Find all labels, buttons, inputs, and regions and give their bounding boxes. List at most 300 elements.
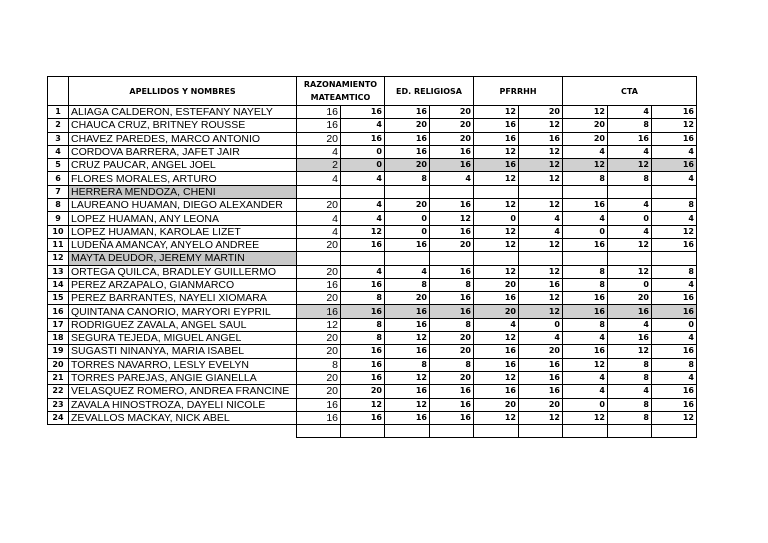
grade-cell: 4	[563, 212, 608, 225]
grade-cell: 16	[608, 132, 652, 145]
grade-cell: 12	[474, 332, 519, 345]
grade-cell: 20	[430, 371, 474, 384]
student-name: SEGURA TEJEDA, MIGUEL ANGEL	[69, 332, 297, 345]
grade-cell: 12	[563, 411, 608, 424]
header-religiosa: ED. RELIGIOSA	[385, 77, 474, 106]
grade-cell: 12	[474, 145, 519, 158]
grade-cell: 4	[608, 318, 652, 331]
grade-cell: 20	[297, 345, 341, 358]
grade-cell: 12	[519, 238, 563, 251]
grade-cell: 16	[297, 106, 341, 119]
student-row	[48, 278, 697, 291]
grade-cell: 16	[385, 411, 430, 424]
grade-cell: 16	[474, 119, 519, 132]
grade-cell	[430, 252, 474, 265]
grade-cell	[563, 252, 608, 265]
blank-cell	[69, 425, 297, 438]
row-number: 1	[48, 106, 69, 119]
grade-cell: 16	[430, 199, 474, 212]
student-name: CHAVEZ PAREDES, MARCO ANTONIO	[69, 132, 297, 145]
grade-cell: 4	[297, 145, 341, 158]
grade-cell: 12	[385, 371, 430, 384]
grade-cell: 4	[563, 385, 608, 398]
student-row	[48, 212, 697, 225]
blank-cell	[385, 425, 430, 438]
grade-cell: 4	[341, 119, 385, 132]
student-row	[48, 199, 697, 212]
grade-cell: 8	[563, 278, 608, 291]
student-name: HERRERA MENDOZA, CHENI	[69, 185, 297, 198]
grade-cell: 8	[563, 172, 608, 185]
grade-cell: 20	[430, 332, 474, 345]
grade-cell: 20	[430, 238, 474, 251]
grade-cell: 20	[430, 132, 474, 145]
grade-cell: 16	[341, 345, 385, 358]
grade-cell: 16	[385, 132, 430, 145]
grade-cell: 0	[341, 145, 385, 158]
grade-cell: 8	[608, 398, 652, 411]
grade-cell: 20	[563, 119, 608, 132]
student-row	[48, 411, 697, 424]
grade-cell: 16	[474, 345, 519, 358]
grade-cell	[608, 252, 652, 265]
grade-cell: 8	[608, 411, 652, 424]
grade-cell: 12	[430, 212, 474, 225]
grade-cell: 16	[608, 305, 652, 318]
grade-cell: 8	[341, 292, 385, 305]
grade-cell: 12	[474, 238, 519, 251]
row-number: 5	[48, 159, 69, 172]
grade-cell: 4	[563, 332, 608, 345]
grade-cell	[519, 252, 563, 265]
student-name: TORRES NAVARRO, LESLY EVELYN	[69, 358, 297, 371]
blank-cell	[48, 425, 69, 438]
grade-cell: 4	[608, 199, 652, 212]
grade-cell: 8	[430, 358, 474, 371]
grade-cell: 20	[297, 265, 341, 278]
grade-cell: 8	[430, 278, 474, 291]
grade-cell: 16	[297, 398, 341, 411]
student-name: SUGASTI NINANYA, MARIA ISABEL	[69, 345, 297, 358]
grade-cell: 16	[652, 398, 697, 411]
grade-cell: 20	[297, 199, 341, 212]
grade-cell: 12	[474, 265, 519, 278]
grade-cell: 16	[297, 119, 341, 132]
grade-cell: 16	[297, 305, 341, 318]
grade-cell: 16	[430, 305, 474, 318]
grade-cell: 12	[519, 145, 563, 158]
grade-cell: 16	[385, 385, 430, 398]
student-name: ZEVALLOS MACKAY, NICK ABEL	[69, 411, 297, 424]
student-name: LOPEZ HUAMAN, KAROLAE LIZET	[69, 225, 297, 238]
student-name: LAUREANO HUAMAN, DIEGO ALEXANDER	[69, 199, 297, 212]
grade-cell: 8	[563, 265, 608, 278]
grade-cell: 12	[474, 199, 519, 212]
grade-cell: 12	[652, 119, 697, 132]
grade-cell: 8	[385, 278, 430, 291]
student-name: QUINTANA CANORIO, MARYORI EYPRIL	[69, 305, 297, 318]
grade-cell: 12	[652, 411, 697, 424]
grade-cell: 8	[341, 318, 385, 331]
grade-cell: 8	[297, 358, 341, 371]
grade-cell: 12	[474, 106, 519, 119]
row-number: 13	[48, 265, 69, 278]
row-number: 8	[48, 199, 69, 212]
grade-cell: 16	[341, 278, 385, 291]
grade-cell: 20	[341, 385, 385, 398]
grade-cell: 16	[474, 292, 519, 305]
blank-cell	[474, 425, 519, 438]
grade-cell: 16	[652, 132, 697, 145]
grade-cell: 8	[385, 172, 430, 185]
student-row	[48, 398, 697, 411]
student-name: TORRES PAREJAS, ANGIE GIANELLA	[69, 371, 297, 384]
grade-cell: 4	[608, 385, 652, 398]
grade-cell: 12	[519, 199, 563, 212]
grade-cell: 16	[563, 199, 608, 212]
grade-cell: 16	[430, 225, 474, 238]
grade-cell: 16	[341, 371, 385, 384]
student-name: LUDEÑA AMANCAY, ANYELO ANDREE	[69, 238, 297, 251]
grade-cell: 8	[385, 358, 430, 371]
grade-cell: 12	[341, 398, 385, 411]
student-row	[48, 185, 697, 198]
row-number: 14	[48, 278, 69, 291]
grade-cell: 16	[474, 358, 519, 371]
grade-cell: 16	[519, 371, 563, 384]
grade-cell: 16	[563, 238, 608, 251]
blank-cell	[341, 425, 385, 438]
row-number: 15	[48, 292, 69, 305]
grade-cell	[385, 252, 430, 265]
row-number: 2	[48, 119, 69, 132]
grade-cell: 16	[608, 332, 652, 345]
header-razonamiento: RAZONAMIENTO MATEAMTICO	[297, 77, 385, 106]
grade-cell: 0	[519, 318, 563, 331]
grade-cell: 16	[430, 398, 474, 411]
grade-cell: 8	[608, 172, 652, 185]
grade-cell: 16	[341, 411, 385, 424]
grade-cell	[297, 252, 341, 265]
grade-cell: 12	[563, 159, 608, 172]
grade-cell: 20	[519, 106, 563, 119]
grade-cell: 20	[430, 106, 474, 119]
row-number: 20	[48, 358, 69, 371]
row-number: 3	[48, 132, 69, 145]
grade-cell: 20	[519, 398, 563, 411]
grade-cell: 20	[430, 345, 474, 358]
grade-cell: 16	[430, 411, 474, 424]
grade-cell: 12	[652, 225, 697, 238]
grade-cell: 12	[474, 225, 519, 238]
grade-cell: 16	[341, 132, 385, 145]
grade-cell: 16	[341, 305, 385, 318]
grade-cell: 20	[297, 292, 341, 305]
grade-cell: 16	[519, 385, 563, 398]
student-row	[48, 385, 697, 398]
grade-cell: 12	[341, 225, 385, 238]
grade-cell: 16	[385, 106, 430, 119]
grade-cell: 20	[385, 119, 430, 132]
grade-cell: 8	[652, 358, 697, 371]
row-number: 10	[48, 225, 69, 238]
row-number: 22	[48, 385, 69, 398]
grade-cell: 16	[430, 145, 474, 158]
row-number: 23	[48, 398, 69, 411]
grade-cell: 16	[652, 345, 697, 358]
grade-cell: 0	[608, 212, 652, 225]
grade-cell: 16	[297, 278, 341, 291]
row-number: 12	[48, 252, 69, 265]
grade-cell: 16	[297, 411, 341, 424]
student-row	[48, 132, 697, 145]
grade-cell: 16	[652, 305, 697, 318]
grade-cell: 0	[385, 212, 430, 225]
grade-cell: 12	[297, 318, 341, 331]
grade-cell: 4	[563, 371, 608, 384]
grade-cell: 16	[385, 318, 430, 331]
student-row	[48, 106, 697, 119]
grade-cell: 12	[385, 398, 430, 411]
grade-cell: 12	[519, 119, 563, 132]
student-row	[48, 371, 697, 384]
grade-cell: 4	[652, 371, 697, 384]
grade-cell: 4	[297, 212, 341, 225]
student-row	[48, 332, 697, 345]
grade-cell: 8	[652, 199, 697, 212]
grade-cell: 8	[430, 318, 474, 331]
header-row	[48, 77, 697, 106]
row-number: 16	[48, 305, 69, 318]
grade-cell: 12	[519, 305, 563, 318]
grade-cell: 12	[474, 172, 519, 185]
grade-cell	[652, 252, 697, 265]
grade-cell: 16	[563, 305, 608, 318]
grade-cell: 16	[474, 159, 519, 172]
grade-cell: 16	[385, 238, 430, 251]
grade-cell	[563, 185, 608, 198]
grade-cell: 12	[563, 358, 608, 371]
grade-cell: 4	[608, 145, 652, 158]
student-name: RODRIGUEZ ZAVALA, ANGEL SAUL	[69, 318, 297, 331]
grade-cell: 4	[652, 172, 697, 185]
grade-cell: 2	[297, 159, 341, 172]
blank-row	[48, 425, 697, 438]
row-number: 19	[48, 345, 69, 358]
grade-cell: 4	[563, 145, 608, 158]
student-name: ORTEGA QUILCA, BRADLEY GUILLERMO	[69, 265, 297, 278]
student-name: CHAUCA CRUZ, BRITNEY ROUSSE	[69, 119, 297, 132]
grade-cell: 20	[385, 199, 430, 212]
grade-cell	[519, 185, 563, 198]
grade-cell: 20	[297, 371, 341, 384]
student-row	[48, 292, 697, 305]
grade-cell: 8	[563, 318, 608, 331]
grade-cell: 16	[341, 106, 385, 119]
grade-cell	[341, 185, 385, 198]
student-row	[48, 145, 697, 158]
grade-cell: 4	[652, 332, 697, 345]
grade-cell: 4	[519, 225, 563, 238]
grade-cell: 4	[341, 199, 385, 212]
grade-cell: 20	[430, 119, 474, 132]
grade-cell: 4	[519, 332, 563, 345]
grade-cell: 8	[608, 371, 652, 384]
grade-cell: 12	[608, 159, 652, 172]
grade-cell: 20	[297, 238, 341, 251]
grade-cell: 12	[385, 332, 430, 345]
grade-cell: 16	[652, 292, 697, 305]
grade-cell: 16	[430, 159, 474, 172]
student-row	[48, 238, 697, 251]
blank-cell	[519, 425, 563, 438]
student-name: PEREZ BARRANTES, NAYELI XIOMARA	[69, 292, 297, 305]
grade-cell: 16	[430, 292, 474, 305]
grade-cell: 16	[385, 345, 430, 358]
row-number: 7	[48, 185, 69, 198]
grade-cell	[341, 252, 385, 265]
grade-cell	[385, 185, 430, 198]
grade-cell	[652, 185, 697, 198]
grade-cell: 20	[297, 332, 341, 345]
grade-cell: 12	[519, 172, 563, 185]
student-row	[48, 172, 697, 185]
grade-cell: 12	[474, 411, 519, 424]
student-row	[48, 119, 697, 132]
grade-cell: 4	[297, 172, 341, 185]
grade-cell: 16	[519, 358, 563, 371]
grade-cell: 16	[652, 106, 697, 119]
grade-cell: 4	[474, 318, 519, 331]
blank-cell	[608, 425, 652, 438]
grade-cell: 16	[563, 292, 608, 305]
grade-cell: 16	[430, 385, 474, 398]
grade-cell: 0	[652, 318, 697, 331]
grade-cell: 12	[563, 106, 608, 119]
grade-cell: 20	[385, 292, 430, 305]
grade-cell: 4	[608, 106, 652, 119]
grade-cell: 0	[474, 212, 519, 225]
grade-cell: 4	[652, 212, 697, 225]
row-number: 24	[48, 411, 69, 424]
grade-cell	[474, 252, 519, 265]
grade-cell: 16	[341, 238, 385, 251]
grade-cell: 12	[608, 345, 652, 358]
grade-cell: 0	[385, 225, 430, 238]
grade-cell: 20	[474, 305, 519, 318]
grade-cell: 4	[297, 225, 341, 238]
grade-cell: 8	[608, 119, 652, 132]
grade-cell: 4	[652, 145, 697, 158]
grade-cell: 20	[297, 385, 341, 398]
row-number: 6	[48, 172, 69, 185]
student-row	[48, 265, 697, 278]
student-name: ZAVALA HINOSTROZA, DAYELI NICOLE	[69, 398, 297, 411]
row-number: 11	[48, 238, 69, 251]
student-name: FLORES MORALES, ARTURO	[69, 172, 297, 185]
student-name: CORDOVA BARRERA, JAFET JAIR	[69, 145, 297, 158]
grade-cell: 4	[341, 265, 385, 278]
grade-cell: 0	[341, 159, 385, 172]
grade-cell: 16	[341, 358, 385, 371]
student-name: MAYTA DEUDOR, JEREMY MARTIN	[69, 252, 297, 265]
grade-cell: 4	[341, 212, 385, 225]
grade-cell: 4	[385, 265, 430, 278]
grade-cell: 16	[652, 385, 697, 398]
grade-cell: 12	[519, 265, 563, 278]
grade-cell: 12	[608, 238, 652, 251]
grade-cell: 0	[563, 398, 608, 411]
grade-cell: 16	[430, 265, 474, 278]
grade-cell: 20	[297, 132, 341, 145]
blank-cell	[652, 425, 697, 438]
grade-cell: 16	[652, 159, 697, 172]
grade-cell	[297, 185, 341, 198]
grade-cell: 4	[519, 212, 563, 225]
row-number: 21	[48, 371, 69, 384]
grade-cell: 20	[385, 159, 430, 172]
grade-cell: 12	[519, 159, 563, 172]
grade-cell: 16	[474, 385, 519, 398]
grade-cell: 8	[652, 265, 697, 278]
grade-cell: 16	[519, 278, 563, 291]
header-cta: CTA	[563, 77, 697, 106]
grade-cell: 12	[474, 371, 519, 384]
grade-cell: 4	[608, 225, 652, 238]
grade-cell: 4	[652, 278, 697, 291]
grade-cell: 12	[519, 292, 563, 305]
grade-cell: 8	[341, 332, 385, 345]
grade-cell: 12	[519, 411, 563, 424]
grade-cell: 20	[474, 398, 519, 411]
student-name: PEREZ ARZAPALO, GIANMARCO	[69, 278, 297, 291]
grade-cell: 16	[652, 238, 697, 251]
row-number: 9	[48, 212, 69, 225]
row-number: 18	[48, 332, 69, 345]
grade-cell: 16	[563, 345, 608, 358]
student-row	[48, 318, 697, 331]
grade-cell: 20	[563, 132, 608, 145]
header-names: APELLIDOS Y NOMBRES	[69, 77, 297, 106]
grade-cell: 0	[608, 278, 652, 291]
header-pfrrhh: PFRRHH	[474, 77, 563, 106]
grade-cell: 16	[519, 132, 563, 145]
student-row	[48, 358, 697, 371]
student-row	[48, 345, 697, 358]
grade-cell: 20	[519, 345, 563, 358]
blank-cell	[430, 425, 474, 438]
student-row	[48, 252, 697, 265]
student-name: VELASQUEZ ROMERO, ANDREA FRANCINE	[69, 385, 297, 398]
grade-cell: 20	[608, 292, 652, 305]
grade-cell: 20	[474, 278, 519, 291]
row-number: 4	[48, 145, 69, 158]
row-number: 17	[48, 318, 69, 331]
grade-cell	[430, 185, 474, 198]
grade-cell: 12	[608, 265, 652, 278]
grade-cell: 4	[430, 172, 474, 185]
grade-cell: 16	[385, 145, 430, 158]
grade-cell: 8	[608, 358, 652, 371]
header-blank	[48, 77, 69, 106]
grade-cell: 0	[563, 225, 608, 238]
grade-cell	[474, 185, 519, 198]
student-name: LOPEZ HUAMAN, ANY LEONA	[69, 212, 297, 225]
grade-cell: 4	[341, 172, 385, 185]
grade-cell	[608, 185, 652, 198]
student-name: ALIAGA CALDERON, ESTEFANY NAYELY	[69, 106, 297, 119]
student-row	[48, 225, 697, 238]
